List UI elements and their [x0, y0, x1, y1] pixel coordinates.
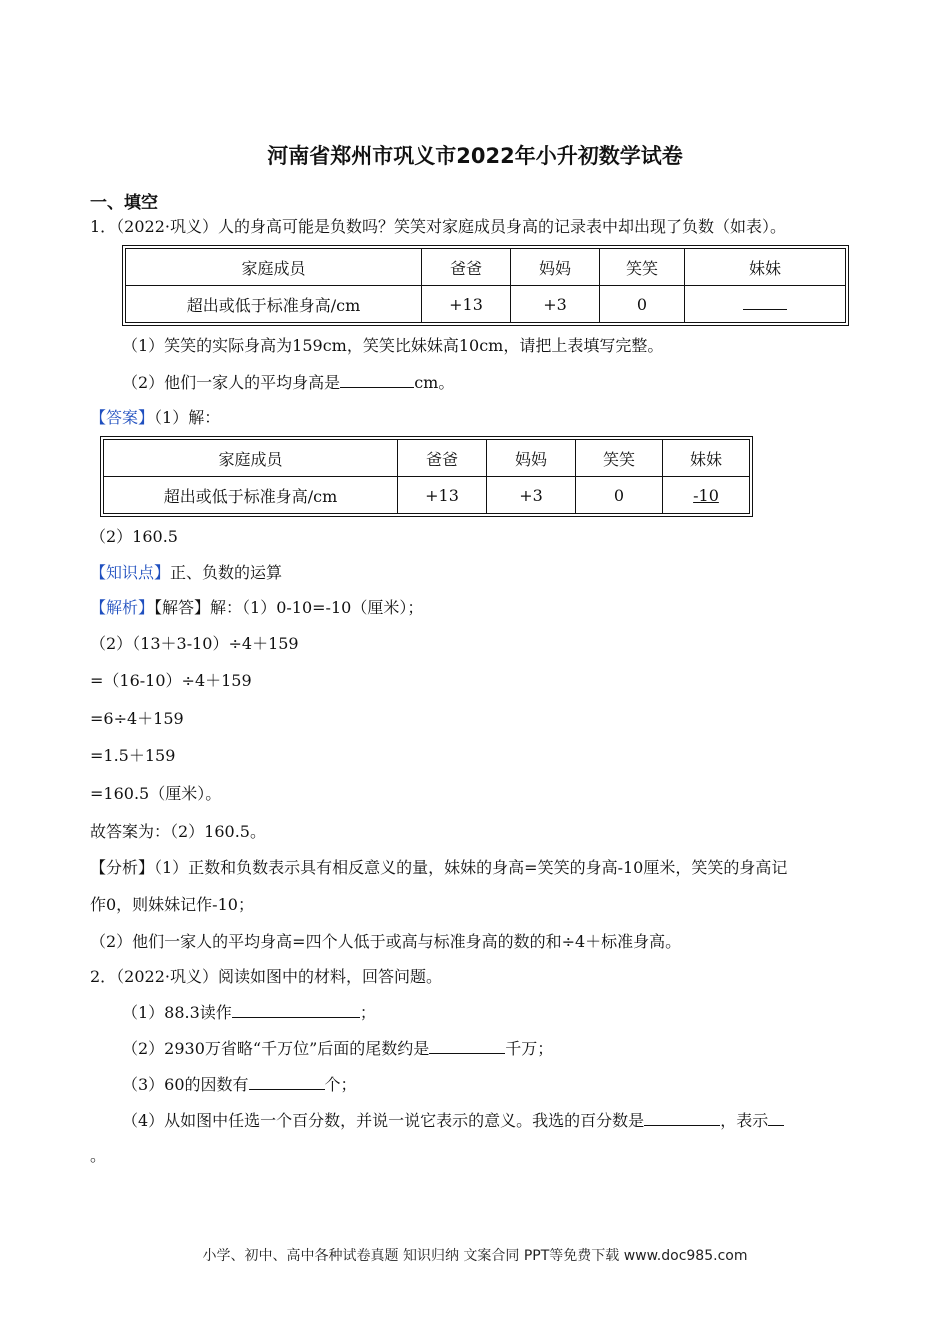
analysis-text: 【解答】解：（1）0-10=-10（厘米）；: [154, 598, 424, 617]
table-header-cell: 笑笑: [600, 249, 685, 286]
knowledge-line: [90, 560, 282, 583]
table-header-cell: 妹妹: [685, 249, 846, 286]
table-header-cell: 爸爸: [398, 440, 487, 477]
analysis-paragraph: （2）他们一家人的平均身高=四个人低于或高与标准身高的数的和÷4＋标准身高。: [90, 932, 682, 951]
answer-blank: [249, 1075, 325, 1090]
solution-step: =6÷4＋159: [90, 709, 184, 728]
q2-sub4-text: （4）从如图中任选一个百分数，并说一说它表示的意义。我选的百分数是: [122, 1111, 645, 1130]
table-header-cell: 家庭成员: [126, 249, 422, 286]
table-header-cell: 笑笑: [576, 440, 663, 477]
q1-sub2-text: （2）他们一家人的平均身高是: [122, 373, 341, 392]
answer-blank: [340, 373, 414, 388]
q2-sub3-text: （3）60的因数有: [122, 1075, 249, 1094]
q2-sub4-mid: ，表示: [720, 1111, 769, 1130]
table-header-cell: 妈妈: [511, 249, 600, 286]
answer-blank: [743, 295, 787, 310]
answer-2: （2）160.5: [90, 527, 178, 546]
q2-sub1-text: （1）88.3读作: [122, 1003, 232, 1022]
q2-sub2-end: 千万；: [505, 1039, 554, 1058]
analysis-paragraph: 作0，则妹妹记作-10；: [90, 895, 254, 914]
table-cell: [663, 477, 750, 514]
table-cell: +3: [487, 477, 576, 514]
q1-sub1: （1）笑笑的实际身高为159cm，笑笑比妹妹高10cm，请把上表填写完整。: [122, 336, 664, 355]
knowledge-text: 正、负数的运算: [170, 563, 283, 582]
answer-line: [90, 405, 220, 428]
solution-step: =1.5＋159: [90, 746, 176, 765]
q2-sub4: [122, 1108, 784, 1131]
table-cell: +13: [422, 286, 511, 323]
analysis-tag: 【解析】: [90, 598, 155, 617]
table-cell: 超出或低于标准身高/cm: [126, 286, 422, 323]
table-cell: +3: [511, 286, 600, 323]
solution-step: （2）（13＋3-10）÷4＋159: [90, 634, 299, 653]
q2-sub1-end: ；: [359, 1003, 376, 1022]
answer-table: [100, 436, 753, 517]
table-header-cell: 家庭成员: [104, 440, 398, 477]
answer-text: （1）解：: [154, 408, 221, 427]
answer-blank: [644, 1111, 720, 1126]
q1-sub2: [122, 370, 454, 393]
answer-blank: [768, 1111, 784, 1126]
page-title: 河南省郑州市巩义市2022年小升初数学试卷: [267, 144, 683, 168]
answer-blank: [232, 1003, 360, 1018]
q2-sub3-end: 个；: [324, 1075, 357, 1094]
section-heading: 一、填空: [90, 193, 158, 213]
q2-sub2-text: （2）2930万省略“千万位”后面的尾数约是: [122, 1039, 430, 1058]
analysis-paragraph: 【分析】（1）正数和负数表示具有相反意义的量，妹妹的身高=笑笑的身高-10厘米，笑笑的身高记: [90, 858, 788, 877]
table-cell-blank: [685, 286, 846, 323]
table-header-cell: 妈妈: [487, 440, 576, 477]
answer-blank: [429, 1039, 505, 1054]
answer-value: -10: [693, 485, 719, 505]
table-cell: 0: [600, 286, 685, 323]
q2-stem: 2．（2022·巩义）阅读如图中的材料，回答问题。: [90, 967, 442, 986]
table-cell: 0: [576, 477, 663, 514]
table-cell: 超出或低于标准身高/cm: [104, 477, 398, 514]
knowledge-tag: 【知识点】: [90, 563, 171, 582]
solution-step: =（16-10）÷4＋159: [90, 671, 252, 690]
q2-sub4-end: 。: [90, 1146, 107, 1165]
solution-step: =160.5（厘米）。: [90, 784, 222, 803]
table-header-cell: 爸爸: [422, 249, 511, 286]
q1-stem: 1．（2022·巩义）人的身高可能是负数吗？笑笑对家庭成员身高的记录表中却出现了负数（如表）。: [90, 217, 786, 236]
analysis-line: [90, 595, 423, 618]
table-header-cell: 妹妹: [663, 440, 750, 477]
page-footer: 小学、初中、高中各种试卷真题 知识归纳 文案合同 PPT等免费下载 www.doc985.com: [202, 1248, 748, 1264]
q2-sub2: [122, 1036, 553, 1059]
q2-sub3: [122, 1072, 357, 1095]
table-cell: +13: [398, 477, 487, 514]
q1-sub2-unit: cm。: [414, 373, 455, 392]
q1-table: [122, 245, 849, 326]
q2-sub1: [122, 1000, 376, 1023]
answer-tag: 【答案】: [90, 408, 155, 427]
solution-step: 故答案为：（2）160.5。: [90, 822, 266, 841]
